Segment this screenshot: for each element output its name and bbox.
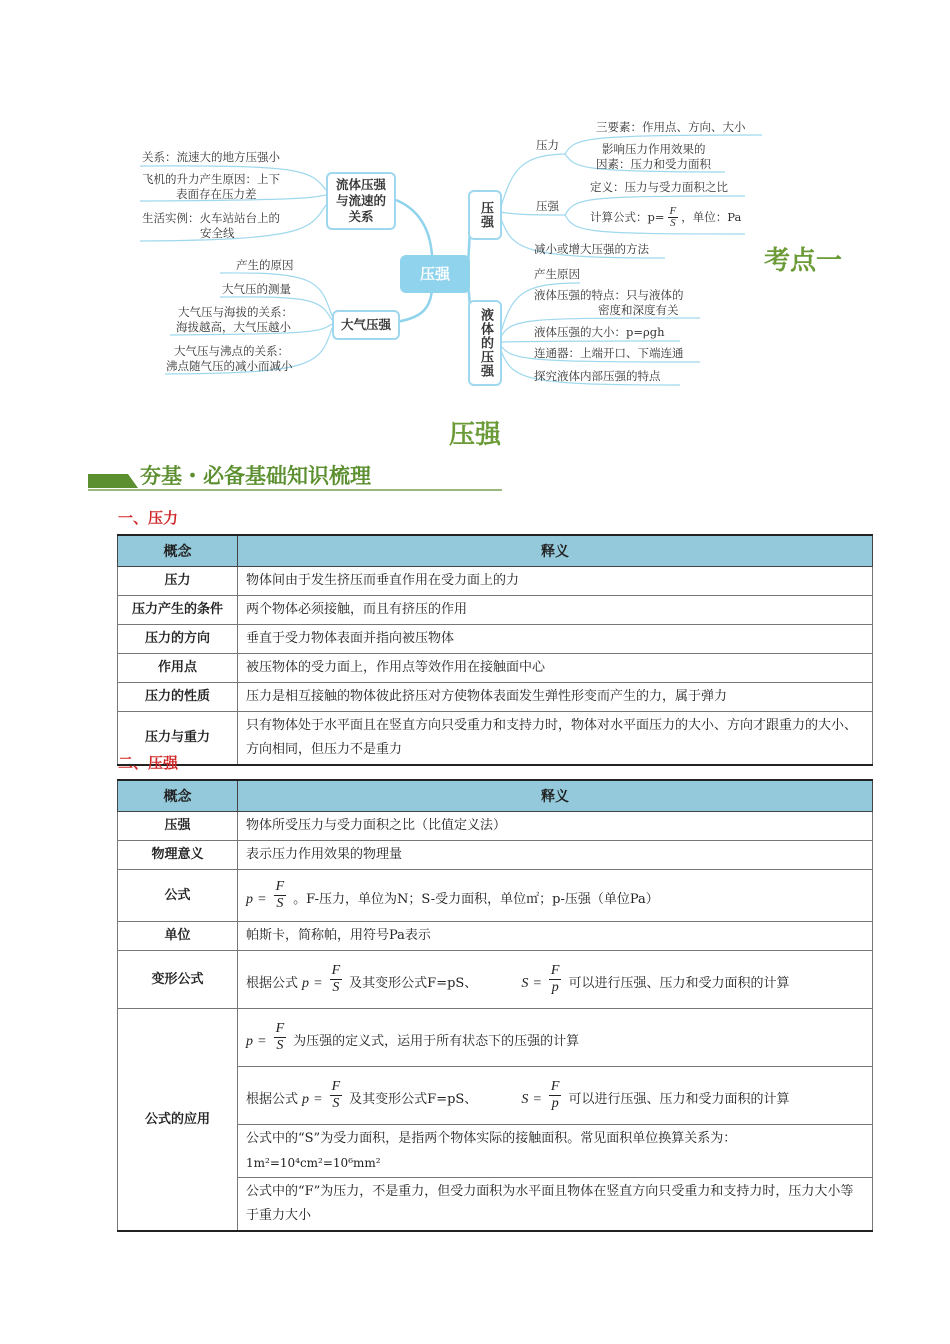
mm-fluid-leaf-2: 飞机的升力产生原因：上下 [142,172,280,186]
formula-fraction [274,1021,287,1054]
formula-fraction [330,963,343,996]
mm-atmos-leaf-3: 大气压与海拔的关系： [178,305,293,319]
formula-p-eq [302,972,323,997]
mm-force-leaf-3: 因素：压力和受力面积 [596,157,711,171]
mm-liquid-leaf-3: 密度和深度有关 [598,303,679,317]
banner-underline [88,489,502,491]
mindmap-center: 压强 [400,255,470,293]
row-value: 帕斯卡，简称帕，用符号Pa表示 [238,922,873,951]
table-header-row [118,535,873,567]
table-row [118,1009,873,1067]
row-value-formula [238,1067,873,1125]
mm-pressure-label: 压强 [536,199,559,213]
mm-force-label: 压力 [536,138,559,152]
row-key: 变形公式 [118,951,238,1009]
row-value [238,1125,873,1178]
row-value-formula [238,1009,873,1067]
section1-heading: 一、压力 [118,509,179,527]
formula-line [246,879,864,912]
sym-eq: = [532,1091,542,1107]
row-value: 垂直于受力物体表面并指向被压物体 [238,625,873,654]
row-key: 压强 [118,812,238,841]
mm-frac-den: S [670,217,676,229]
table-col-concept: 概念 [118,535,238,567]
sym-eq: = [257,1033,267,1049]
table-pressure [117,779,873,1232]
frac-den: S [332,980,340,995]
sym-eq: = [257,891,267,907]
table-row [118,654,873,683]
formula-text-b: 及其变形公式F=pS、 [349,976,478,991]
mindmap-node-atmos: 大气压强 [332,310,400,340]
table-row [118,922,873,951]
mm-liquid-leaf-6: 探究液体内部压强的特点 [534,369,661,383]
formula-s-eq [521,972,542,997]
table-row [118,812,873,841]
mm-fluid-leaf-3: 表面存在压力差 [176,187,257,201]
mm-liquid-leaf-2: 液体压强的特点：只与液体的 [534,288,684,302]
row-key: 压力与重力 [118,712,238,766]
frac-num: F [331,963,341,978]
mm-frac-num: F [669,205,677,217]
frac-den: S [332,1096,340,1111]
mm-liquid-leaf-1: 产生原因 [534,267,580,281]
sym-eq: = [532,975,542,991]
mm-atmos-leaf-4: 海拔越高，大气压越小 [176,320,291,334]
formula-line [246,963,864,996]
mindmap-node-pressure: 压强 [468,190,502,240]
frac-den: S [276,1038,284,1053]
sym-p: p [302,1091,310,1107]
row-key: 压力产生的条件 [118,596,238,625]
row-value: 物体间由于发生挤压而垂直作用在受力面上的力 [238,567,873,596]
frac-num: F [275,1021,285,1036]
sym-eq: = [313,1091,323,1107]
row-key: 作用点 [118,654,238,683]
mm-fraction [668,206,679,229]
mindmap-node-fluid: 流体压强与流速的关系 [326,172,396,230]
formula-text-c: 可以进行压强、压力和受力面积的计算 [568,1092,790,1107]
table-row [118,596,873,625]
table-row [118,712,873,766]
table-col-meaning: 释义 [238,535,873,567]
table-col-meaning: 释义 [238,780,873,812]
row-value: 物体所受压力与受力面积之比（比值定义法） [238,812,873,841]
row-value-formula [238,951,873,1009]
row-key: 单位 [118,922,238,951]
row-key: 公式 [118,870,238,922]
kaodian-label: 考点一 [764,246,843,276]
frac-den: p [551,1096,559,1111]
area-note: 公式中的“S”为受力面积，是指两个物体实际的接触面积。常见面积单位换算关系为： [246,1131,737,1146]
mm-atmos-leaf-2: 大气压的测量 [222,282,291,296]
row-key: 压力 [118,567,238,596]
frac-den: S [276,896,284,911]
formula-line [246,1079,864,1112]
row-value: 公式中的“F”为压力，不是重力，但受力面积为水平面且物体在竖直方向只受重力和支持力时，压力大小等于重力大小 [238,1178,873,1232]
mm-pressure-leaf-2: 计算公式：p= [590,210,665,224]
sym-eq: = [313,975,323,991]
mm-pressure-formula [590,206,741,229]
area-conversion: 1m²=10⁴cm²=10⁶mm² [246,1156,381,1170]
formula-p-eq [246,888,267,913]
table-row [118,625,873,654]
row-key: 公式的应用 [118,1009,238,1232]
section2-heading: 二、压强 [118,754,179,772]
frac-den: p [551,980,559,995]
formula-p-eq [246,1030,267,1055]
formula-line [246,1021,864,1054]
table-row [118,567,873,596]
row-value: 压力是相互接触的物体彼此挤压对方使物体表面发生弹性形变而产生的力，属于弹力 [238,683,873,712]
formula-fraction [549,1079,562,1112]
table-row [118,683,873,712]
mindmap-node-liquid: 液体的压强 [468,300,502,386]
mm-force-leaf-2: 影响压力作用效果的 [602,142,706,156]
connector-liquid-3 [500,341,680,342]
section-banner [88,460,502,492]
page-title: 压强 [448,420,501,450]
banner-bar [88,474,128,488]
connector-center-fluid [396,200,432,255]
row-key: 物理意义 [118,841,238,870]
mm-atmos-leaf-5: 大气压与沸点的关系： [174,344,289,358]
banner-text: 夯基・必备基础知识梳理 [140,463,371,488]
mm-liquid-leaf-5: 连通器：上端开口、下端连通 [534,346,684,360]
mm-fluid-leaf-1: 关系：流速大的地方压强小 [142,150,280,164]
table-row [118,841,873,870]
formula-fraction [549,963,562,996]
table-row [118,870,873,922]
table-row [118,951,873,1009]
sym-S: S [521,975,529,991]
frac-num: F [331,1079,341,1094]
formula-p-eq [302,1088,323,1113]
sym-p: p [246,1033,253,1049]
formula-text: 为压强的定义式，运用于所有状态下的压强的计算 [293,1034,580,1049]
formula-desc: 。F-压力，单位为N；S-受力面积，单位㎡；p-压强（单位Pa） [293,892,659,907]
row-value-formula [238,870,873,922]
banner-arrow [128,474,138,488]
mm-pressure-leaf-1: 定义：压力与受力面积之比 [590,180,728,194]
mm-reduce: 减小或增大压强的方法 [534,242,649,256]
mm-atmos-leaf-6: 沸点随气压的减小而减小 [166,359,293,373]
formula-text-a: 根据公式 [246,976,299,991]
sym-p: p [246,891,253,907]
mm-fluid-leaf-5: 安全线 [200,226,235,240]
table-pressure-force [117,534,873,766]
frac-num: F [550,1079,560,1094]
mm-fluid-leaf-4: 生活实例：火车站站台上的 [142,211,280,225]
formula-text-c: 可以进行压强、压力和受力面积的计算 [568,976,790,991]
table-header-row [118,780,873,812]
frac-num: F [550,963,560,978]
frac-num: F [275,879,285,894]
mm-pressure-leaf-3: ，单位：Pa [681,210,742,224]
mm-force-leaf-1: 三要素：作用点、方向、大小 [596,120,746,134]
row-value: 只有物体处于水平面且在竖直方向只受重力和支持力时，物体对水平面压力的大小、方向才跟重力的大小、方向相同，但压力不是重力 [238,712,873,766]
table-col-concept: 概念 [118,780,238,812]
connector-center-atmos [396,290,432,322]
formula-text-a: 根据公式 [246,1092,299,1107]
sym-p: p [302,975,310,991]
formula-s-eq [521,1088,542,1113]
row-key: 压力的方向 [118,625,238,654]
row-value: 两个物体必须接触，而且有挤压的作用 [238,596,873,625]
row-key: 压力的性质 [118,683,238,712]
mm-liquid-leaf-4: 液体压强的大小：p=ρgh [534,325,665,339]
sym-S: S [521,1091,529,1107]
formula-fraction [274,879,287,912]
formula-text-b: 及其变形公式F=pS、 [349,1092,478,1107]
mm-atmos-leaf-1: 产生的原因 [236,258,294,272]
formula-fraction [330,1079,343,1112]
row-value: 被压物体的受力面上，作用点等效作用在接触面中心 [238,654,873,683]
row-value: 表示压力作用效果的物理量 [238,841,873,870]
